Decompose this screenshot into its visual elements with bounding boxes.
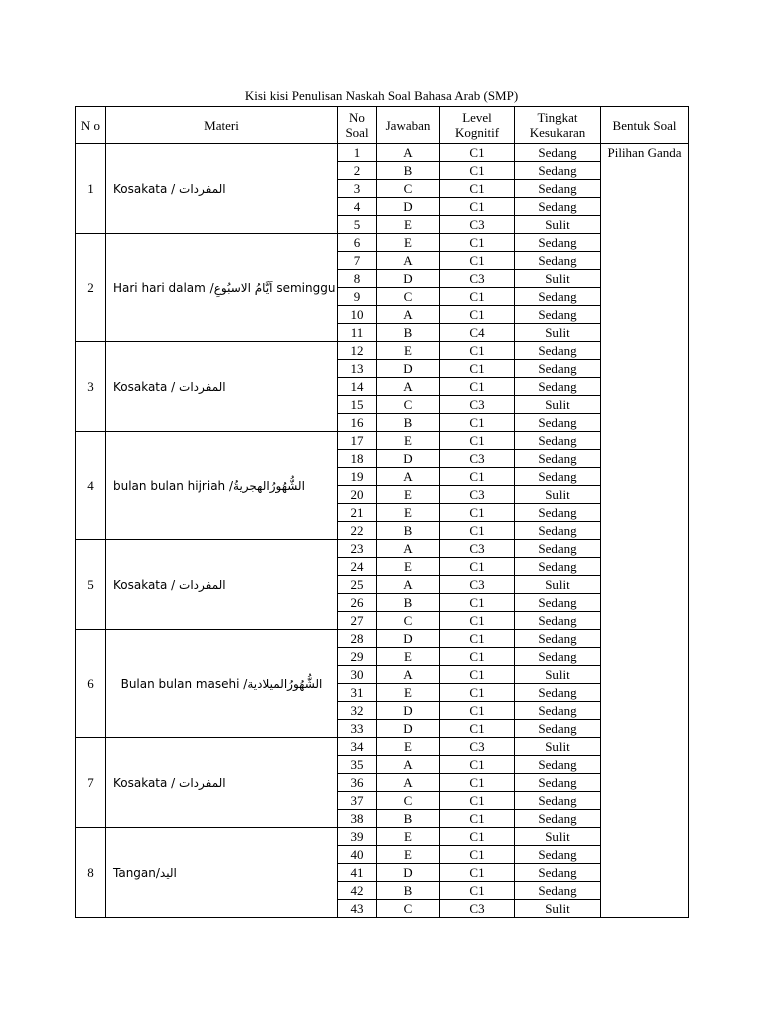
jawaban-cell: A <box>377 252 440 270</box>
tingkat-kesukaran-cell: Sedang <box>515 432 601 450</box>
materi-cell: Bulan bulan masehi /الشُّهُورُالميلادية <box>106 630 338 738</box>
no-soal-cell: 5 <box>338 216 377 234</box>
tingkat-kesukaran-cell: Sulit <box>515 270 601 288</box>
jawaban-cell: B <box>377 522 440 540</box>
level-kognitif-cell: C3 <box>440 738 515 756</box>
jawaban-cell: C <box>377 396 440 414</box>
level-kognitif-cell: C3 <box>440 900 515 918</box>
level-kognitif-cell: C1 <box>440 144 515 162</box>
jawaban-cell: D <box>377 270 440 288</box>
level-kognitif-cell: C1 <box>440 252 515 270</box>
no-soal-cell: 39 <box>338 828 377 846</box>
jawaban-cell: D <box>377 702 440 720</box>
tingkat-kesukaran-cell: Sedang <box>515 630 601 648</box>
tingkat-kesukaran-cell: Sulit <box>515 666 601 684</box>
jawaban-cell: B <box>377 162 440 180</box>
tingkat-kesukaran-cell: Sedang <box>515 684 601 702</box>
tingkat-kesukaran-cell: Sulit <box>515 396 601 414</box>
tingkat-kesukaran-cell: Sedang <box>515 756 601 774</box>
jawaban-cell: A <box>377 468 440 486</box>
materi-cell: Kosakata / المفردات <box>106 540 338 630</box>
group-number: 3 <box>76 342 106 432</box>
group-number: 2 <box>76 234 106 342</box>
no-soal-cell: 32 <box>338 702 377 720</box>
jawaban-cell: C <box>377 288 440 306</box>
header-tingkat-kesukaran: Tingkat Kesukaran <box>515 107 601 144</box>
jawaban-cell: A <box>377 378 440 396</box>
materi-cell: Kosakata / المفردات <box>106 342 338 432</box>
jawaban-cell: A <box>377 306 440 324</box>
level-kognitif-cell: C1 <box>440 306 515 324</box>
no-soal-cell: 37 <box>338 792 377 810</box>
tingkat-kesukaran-cell: Sedang <box>515 846 601 864</box>
kisi-table <box>75 106 689 918</box>
bentuk-soal-cell: Pilihan Ganda <box>601 144 689 918</box>
no-soal-cell: 30 <box>338 666 377 684</box>
level-kognitif-cell: C1 <box>440 468 515 486</box>
jawaban-cell: E <box>377 738 440 756</box>
no-soal-cell: 9 <box>338 288 377 306</box>
level-kognitif-cell: C1 <box>440 720 515 738</box>
no-soal-cell: 24 <box>338 558 377 576</box>
level-kognitif-cell: C1 <box>440 432 515 450</box>
tingkat-kesukaran-cell: Sedang <box>515 450 601 468</box>
level-kognitif-cell: C3 <box>440 486 515 504</box>
level-kognitif-cell: C1 <box>440 882 515 900</box>
materi-cell: Tangan/اليد <box>106 828 338 918</box>
level-kognitif-cell: C1 <box>440 864 515 882</box>
tingkat-kesukaran-cell: Sedang <box>515 648 601 666</box>
document-title: Kisi kisi Penulisan Naskah Soal Bahasa Arab (SMP) <box>244 88 519 103</box>
jawaban-cell: B <box>377 882 440 900</box>
no-soal-cell: 41 <box>338 864 377 882</box>
no-soal-cell: 21 <box>338 504 377 522</box>
jawaban-cell: D <box>377 360 440 378</box>
no-soal-cell: 3 <box>338 180 377 198</box>
no-soal-cell: 23 <box>338 540 377 558</box>
level-kognitif-cell: C3 <box>440 216 515 234</box>
tingkat-kesukaran-cell: Sedang <box>515 720 601 738</box>
tingkat-kesukaran-cell: Sedang <box>515 162 601 180</box>
jawaban-cell: B <box>377 810 440 828</box>
jawaban-cell: C <box>377 900 440 918</box>
no-soal-cell: 15 <box>338 396 377 414</box>
level-kognitif-cell: C1 <box>440 288 515 306</box>
header-level-kognitif: Level Kognitif <box>440 107 515 144</box>
tingkat-kesukaran-cell: Sedang <box>515 864 601 882</box>
group-number: 6 <box>76 630 106 738</box>
tingkat-kesukaran-cell: Sulit <box>515 324 601 342</box>
level-kognitif-cell: C3 <box>440 540 515 558</box>
jawaban-cell: A <box>377 576 440 594</box>
tingkat-kesukaran-cell: Sedang <box>515 792 601 810</box>
level-kognitif-cell: C1 <box>440 162 515 180</box>
materi-cell: Kosakata / المفردات <box>106 144 338 234</box>
no-soal-cell: 35 <box>338 756 377 774</box>
level-kognitif-cell: C1 <box>440 414 515 432</box>
tingkat-kesukaran-cell: Sedang <box>515 198 601 216</box>
no-soal-cell: 28 <box>338 630 377 648</box>
tingkat-kesukaran-cell: Sedang <box>515 882 601 900</box>
header-bentuk-soal: Bentuk Soal <box>601 107 689 144</box>
level-kognitif-cell: C1 <box>440 360 515 378</box>
tingkat-kesukaran-cell: Sedang <box>515 612 601 630</box>
header-jawaban: Jawaban <box>377 107 440 144</box>
header-materi: Materi <box>106 107 338 144</box>
no-soal-cell: 1 <box>338 144 377 162</box>
group-number: 8 <box>76 828 106 918</box>
materi-cell: bulan bulan hijriah /الشُّهُورُالهجريةُ <box>106 432 338 540</box>
jawaban-cell: E <box>377 828 440 846</box>
tingkat-kesukaran-cell: Sedang <box>515 774 601 792</box>
no-soal-cell: 36 <box>338 774 377 792</box>
level-kognitif-cell: C1 <box>440 198 515 216</box>
level-kognitif-cell: C1 <box>440 792 515 810</box>
tingkat-kesukaran-cell: Sulit <box>515 828 601 846</box>
no-soal-cell: 40 <box>338 846 377 864</box>
tingkat-kesukaran-cell: Sedang <box>515 252 601 270</box>
level-kognitif-cell: C4 <box>440 324 515 342</box>
table-row <box>76 432 689 450</box>
tingkat-kesukaran-cell: Sedang <box>515 288 601 306</box>
level-kognitif-cell: C1 <box>440 666 515 684</box>
table-row <box>76 828 689 846</box>
no-soal-cell: 6 <box>338 234 377 252</box>
no-soal-cell: 13 <box>338 360 377 378</box>
materi-cell: Hari hari dalam /اَيَّامُ الاسبُوعِ seminggu <box>106 234 338 342</box>
level-kognitif-cell: C1 <box>440 702 515 720</box>
no-soal-cell: 43 <box>338 900 377 918</box>
table-body <box>76 144 689 918</box>
no-soal-cell: 29 <box>338 648 377 666</box>
jawaban-cell: E <box>377 558 440 576</box>
jawaban-cell: E <box>377 234 440 252</box>
level-kognitif-cell: C1 <box>440 630 515 648</box>
table-row <box>76 540 689 558</box>
materi-cell: Kosakata / المفردات <box>106 738 338 828</box>
tingkat-kesukaran-cell: Sulit <box>515 738 601 756</box>
jawaban-cell: E <box>377 504 440 522</box>
no-soal-cell: 17 <box>338 432 377 450</box>
level-kognitif-cell: C1 <box>440 504 515 522</box>
level-kognitif-cell: C1 <box>440 756 515 774</box>
tingkat-kesukaran-cell: Sedang <box>515 504 601 522</box>
jawaban-cell: A <box>377 774 440 792</box>
tingkat-kesukaran-cell: Sedang <box>515 342 601 360</box>
tingkat-kesukaran-cell: Sedang <box>515 468 601 486</box>
no-soal-cell: 2 <box>338 162 377 180</box>
jawaban-cell: B <box>377 414 440 432</box>
tingkat-kesukaran-cell: Sedang <box>515 360 601 378</box>
jawaban-cell: E <box>377 342 440 360</box>
level-kognitif-cell: C1 <box>440 684 515 702</box>
no-soal-cell: 27 <box>338 612 377 630</box>
level-kognitif-cell: C1 <box>440 612 515 630</box>
level-kognitif-cell: C1 <box>440 342 515 360</box>
jawaban-cell: E <box>377 684 440 702</box>
no-soal-cell: 14 <box>338 378 377 396</box>
no-soal-cell: 12 <box>338 342 377 360</box>
tingkat-kesukaran-cell: Sedang <box>515 180 601 198</box>
level-kognitif-cell: C1 <box>440 180 515 198</box>
level-kognitif-cell: C1 <box>440 846 515 864</box>
level-kognitif-cell: C1 <box>440 594 515 612</box>
tingkat-kesukaran-cell: Sedang <box>515 414 601 432</box>
no-soal-cell: 8 <box>338 270 377 288</box>
level-kognitif-cell: C1 <box>440 558 515 576</box>
tingkat-kesukaran-cell: Sedang <box>515 144 601 162</box>
tingkat-kesukaran-cell: Sulit <box>515 486 601 504</box>
jawaban-cell: B <box>377 324 440 342</box>
table-row <box>76 738 689 756</box>
jawaban-cell: D <box>377 630 440 648</box>
no-soal-cell: 18 <box>338 450 377 468</box>
no-soal-cell: 16 <box>338 414 377 432</box>
jawaban-cell: D <box>377 450 440 468</box>
level-kognitif-cell: C1 <box>440 522 515 540</box>
table-header <box>76 107 689 144</box>
tingkat-kesukaran-cell: Sedang <box>515 378 601 396</box>
jawaban-cell: A <box>377 540 440 558</box>
no-soal-cell: 34 <box>338 738 377 756</box>
tingkat-kesukaran-cell: Sedang <box>515 234 601 252</box>
no-soal-cell: 25 <box>338 576 377 594</box>
header-no-soal: No Soal <box>338 107 377 144</box>
jawaban-cell: E <box>377 432 440 450</box>
jawaban-cell: A <box>377 666 440 684</box>
no-soal-cell: 26 <box>338 594 377 612</box>
tingkat-kesukaran-cell: Sulit <box>515 900 601 918</box>
tingkat-kesukaran-cell: Sedang <box>515 522 601 540</box>
no-soal-cell: 7 <box>338 252 377 270</box>
tingkat-kesukaran-cell: Sulit <box>515 216 601 234</box>
level-kognitif-cell: C3 <box>440 270 515 288</box>
no-soal-cell: 19 <box>338 468 377 486</box>
jawaban-cell: D <box>377 198 440 216</box>
no-soal-cell: 4 <box>338 198 377 216</box>
tingkat-kesukaran-cell: Sedang <box>515 540 601 558</box>
jawaban-cell: E <box>377 846 440 864</box>
jawaban-cell: E <box>377 486 440 504</box>
jawaban-cell: E <box>377 648 440 666</box>
table-row <box>76 630 689 648</box>
jawaban-cell: D <box>377 720 440 738</box>
group-number: 1 <box>76 144 106 234</box>
no-soal-cell: 33 <box>338 720 377 738</box>
table-row <box>76 234 689 252</box>
no-soal-cell: 38 <box>338 810 377 828</box>
level-kognitif-cell: C1 <box>440 774 515 792</box>
tingkat-kesukaran-cell: Sedang <box>515 306 601 324</box>
jawaban-cell: E <box>377 216 440 234</box>
jawaban-cell: A <box>377 144 440 162</box>
jawaban-cell: C <box>377 180 440 198</box>
jawaban-cell: D <box>377 864 440 882</box>
table-row <box>76 342 689 360</box>
tingkat-kesukaran-cell: Sedang <box>515 702 601 720</box>
level-kognitif-cell: C3 <box>440 576 515 594</box>
level-kognitif-cell: C3 <box>440 396 515 414</box>
jawaban-cell: C <box>377 612 440 630</box>
header-no: N o <box>76 107 106 144</box>
group-number: 7 <box>76 738 106 828</box>
table-row <box>76 144 689 162</box>
level-kognitif-cell: C1 <box>440 810 515 828</box>
group-number: 4 <box>76 432 106 540</box>
no-soal-cell: 10 <box>338 306 377 324</box>
jawaban-cell: A <box>377 756 440 774</box>
jawaban-cell: B <box>377 594 440 612</box>
group-number: 5 <box>76 540 106 630</box>
no-soal-cell: 31 <box>338 684 377 702</box>
level-kognitif-cell: C1 <box>440 828 515 846</box>
jawaban-cell: C <box>377 792 440 810</box>
tingkat-kesukaran-cell: Sedang <box>515 558 601 576</box>
level-kognitif-cell: C3 <box>440 450 515 468</box>
tingkat-kesukaran-cell: Sulit <box>515 576 601 594</box>
no-soal-cell: 11 <box>338 324 377 342</box>
no-soal-cell: 42 <box>338 882 377 900</box>
tingkat-kesukaran-cell: Sedang <box>515 594 601 612</box>
no-soal-cell: 20 <box>338 486 377 504</box>
level-kognitif-cell: C1 <box>440 234 515 252</box>
no-soal-cell: 22 <box>338 522 377 540</box>
level-kognitif-cell: C1 <box>440 648 515 666</box>
level-kognitif-cell: C1 <box>440 378 515 396</box>
tingkat-kesukaran-cell: Sedang <box>515 810 601 828</box>
